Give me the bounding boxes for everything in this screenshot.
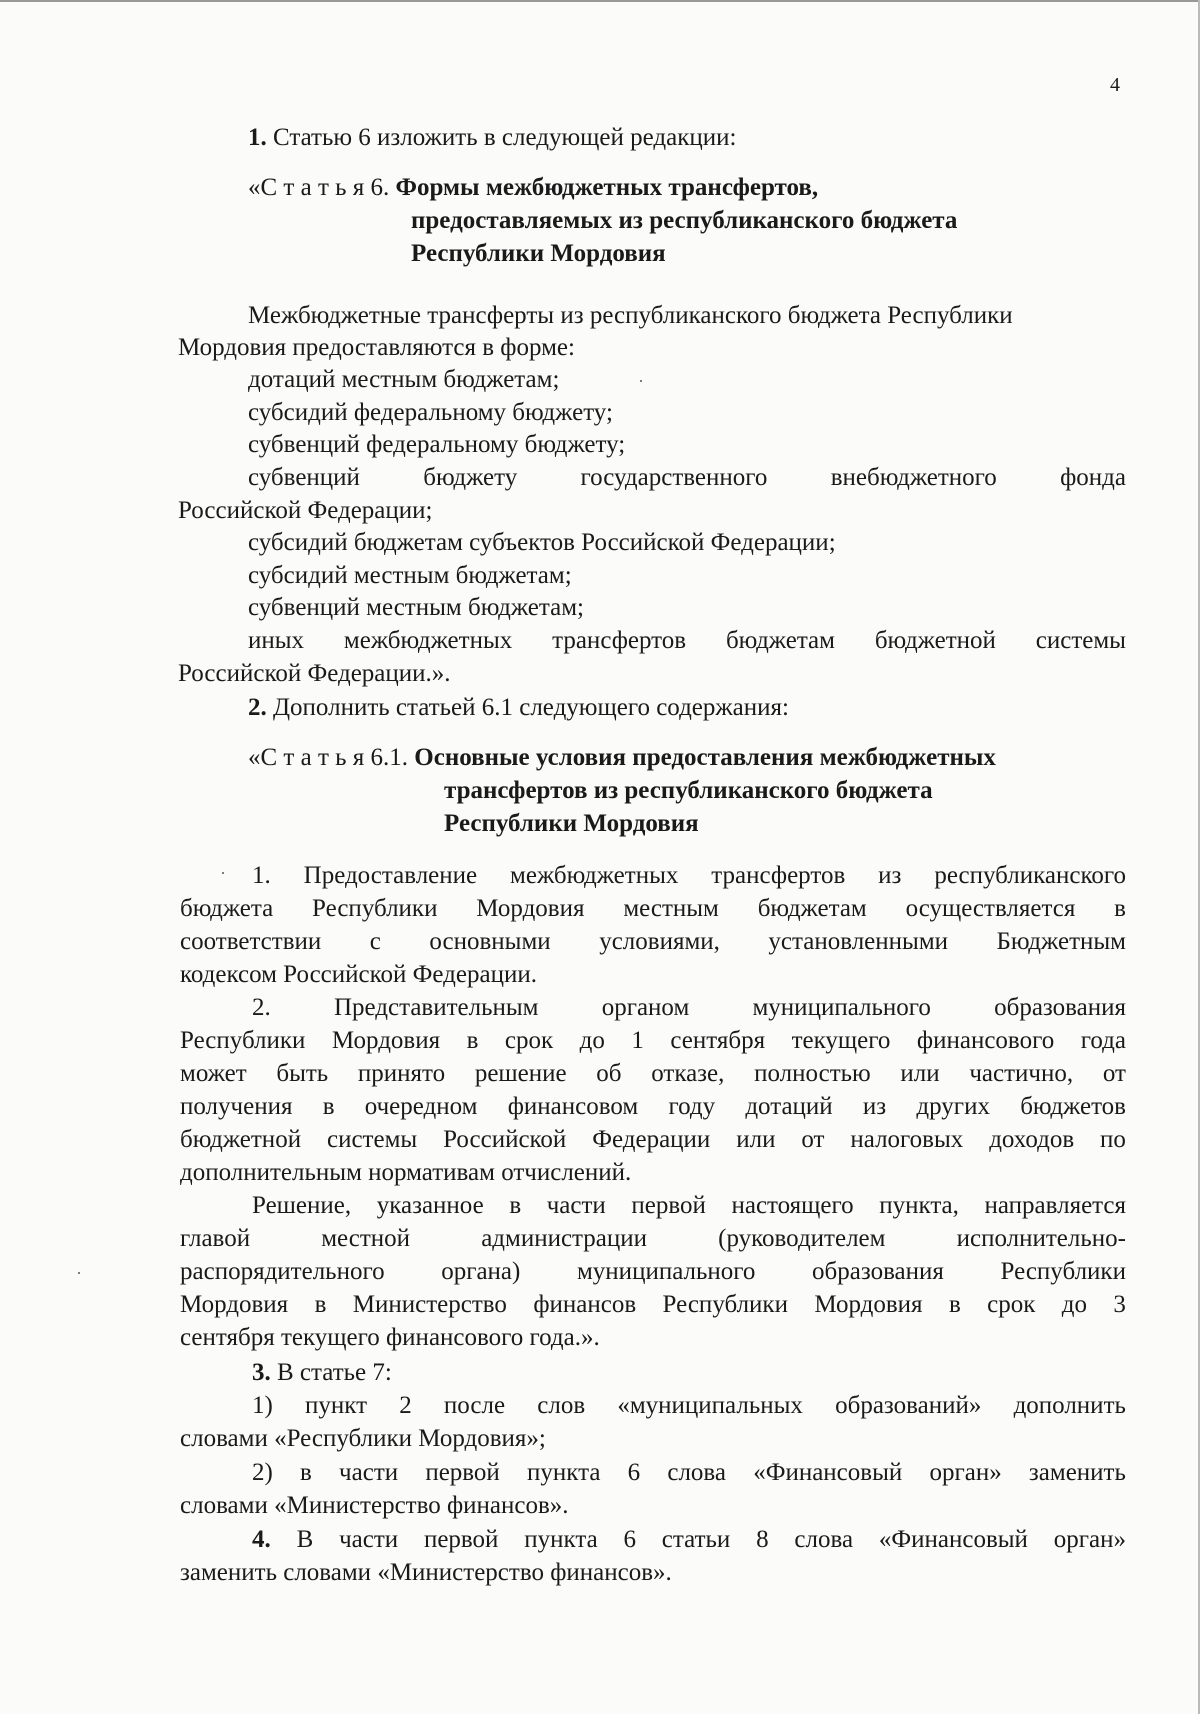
word: администрации: [481, 1225, 648, 1252]
word: года: [1080, 1027, 1126, 1054]
word: основными: [429, 928, 551, 955]
paragraph-line: [180, 1025, 1126, 1057]
word: Республики: [662, 1291, 788, 1318]
word: в: [509, 1192, 522, 1219]
paragraph-line: [252, 1190, 1126, 1222]
word: настоящего: [731, 1192, 854, 1219]
word: об: [596, 1060, 622, 1087]
word: (руководителем: [718, 1225, 886, 1252]
word: Бюджетным: [996, 928, 1126, 955]
word: пункта: [524, 1526, 598, 1553]
word: орган»: [929, 1459, 1002, 1486]
paragraph-line: словами «Республики Мордовия»;: [180, 1425, 546, 1452]
word: Мордовия: [476, 895, 585, 922]
word: направляется: [984, 1192, 1126, 1219]
word: трансфертов: [552, 627, 687, 654]
list-item: субсидий бюджетам субъектов Российской Федерации;: [248, 529, 836, 556]
word: дотаций: [745, 1093, 833, 1120]
article-title-line: Республики Мордовия: [444, 810, 699, 837]
article-title: Основные условия предоставления межбюджетных: [414, 744, 996, 771]
paragraph-line: [252, 860, 1126, 892]
word: указанное: [376, 1192, 484, 1219]
amendment-text: Статью 6 изложить в следующей редакции:: [266, 124, 737, 151]
word: Мордовия: [180, 1291, 289, 1318]
word: 6: [627, 1459, 641, 1486]
word: 6: [623, 1526, 636, 1553]
word: в: [300, 1459, 312, 1486]
amendment-number: 4.: [252, 1526, 271, 1553]
word: Республики: [180, 1027, 306, 1054]
word: пункт: [305, 1392, 368, 1419]
amendment-text: Дополнить статьей 6.1 следующего содержания:: [266, 694, 789, 721]
word: году: [668, 1093, 716, 1120]
word: быть: [276, 1060, 329, 1087]
word: до: [579, 1027, 605, 1054]
word: других: [916, 1093, 990, 1120]
paragraph-line: [252, 1457, 1126, 1489]
word: установленными: [768, 928, 949, 955]
word: 8: [756, 1526, 769, 1553]
list-item: субвенций федеральному бюджету;: [248, 431, 626, 458]
word: Российской: [443, 1126, 567, 1153]
paragraph-line: Межбюджетные трансферты из республиканского бюджета Республики: [248, 302, 1013, 329]
word: срок: [504, 1027, 554, 1054]
word: бюджетов: [1020, 1093, 1126, 1120]
word: «муниципальных: [617, 1392, 803, 1419]
word: бюджетам: [757, 895, 867, 922]
word: местным: [623, 895, 719, 922]
word: из: [878, 862, 902, 889]
list-item: дотаций местным бюджетам;: [248, 366, 560, 393]
word: республиканского: [934, 862, 1126, 889]
word: первой: [423, 1526, 499, 1553]
word: межбюджетных: [343, 627, 513, 654]
amendment-4: [252, 1524, 1126, 1556]
paragraph-line: сентября текущего финансового года.».: [180, 1324, 600, 1351]
word: иных: [248, 627, 305, 654]
word: «Финансовый: [753, 1459, 903, 1486]
word: принято: [357, 1060, 446, 1087]
paragraph-line: [180, 1289, 1126, 1321]
word: бюджетной: [874, 627, 996, 654]
word: Предоставление: [303, 862, 478, 889]
word: системы: [326, 1126, 418, 1153]
amendment-1: [248, 122, 736, 154]
word: частично,: [969, 1060, 1074, 1087]
word: образования: [994, 994, 1126, 1021]
list-item-continuation: Российской Федерации.».: [178, 660, 451, 687]
word: В: [296, 1526, 314, 1553]
word: главой: [180, 1225, 251, 1252]
word: слов: [537, 1392, 586, 1419]
word: сентября: [670, 1027, 766, 1054]
list-item: [248, 625, 1126, 657]
article-6-1-heading: [248, 742, 996, 774]
list-item-continuation: Российской Федерации;: [178, 497, 433, 524]
word: трансфертов: [711, 862, 846, 889]
word: заменить: [1028, 1459, 1126, 1486]
page-number: 4: [1110, 74, 1120, 96]
paragraph-line: [180, 1223, 1126, 1255]
word: слова: [667, 1459, 726, 1486]
word: с: [369, 928, 381, 955]
word: органа): [441, 1258, 521, 1285]
word: Федерации: [592, 1126, 711, 1153]
word: Мордовия: [814, 1291, 923, 1318]
word: или: [900, 1060, 940, 1087]
paragraph-line: [180, 1058, 1126, 1090]
word: 1): [252, 1392, 273, 1419]
article-title-line: трансфертов из республиканского бюджета: [444, 777, 933, 804]
word: финансового: [916, 1027, 1055, 1054]
paragraph-line: [180, 893, 1126, 925]
word: субвенций: [248, 464, 360, 491]
word: соответствии: [180, 928, 322, 955]
amendment-number: 2.: [248, 694, 267, 721]
word: государственного: [580, 464, 768, 491]
word: части: [339, 1459, 399, 1486]
word: Республики: [1000, 1258, 1126, 1285]
word: системы: [1035, 627, 1126, 654]
word: фонда: [1060, 464, 1126, 491]
word: органом: [601, 994, 690, 1021]
word: 2.: [252, 994, 271, 1021]
paragraph-line: [180, 926, 1126, 958]
paragraph-line: [180, 1256, 1126, 1288]
word: части: [339, 1526, 399, 1553]
article-prefix: «С т а т ь я 6.1.: [248, 744, 415, 771]
word: бюджета: [180, 895, 274, 922]
word: дополнить: [1013, 1392, 1126, 1419]
word: срок: [987, 1291, 1036, 1318]
word: может: [180, 1060, 247, 1087]
article-title-line: предоставляемых из республиканского бюджета: [411, 207, 958, 234]
word: Республики: [312, 895, 438, 922]
word: Мордовия: [331, 1027, 441, 1054]
list-item: субсидий местным бюджетам;: [248, 562, 572, 589]
article-prefix: «С т а т ь я 6.: [248, 174, 396, 201]
word: Представительным: [333, 994, 539, 1021]
paragraph-line: кодексом Российской Федерации.: [180, 961, 537, 988]
word: текущего: [791, 1027, 891, 1054]
amendment-number: 1.: [248, 124, 267, 151]
word: очередном: [364, 1093, 478, 1120]
word: в: [948, 1291, 961, 1318]
word: налоговых: [850, 1126, 964, 1153]
paragraph-line: [252, 992, 1126, 1024]
paragraph-line: [180, 1091, 1126, 1123]
word: условиями,: [599, 928, 720, 955]
word: образований»: [835, 1392, 982, 1419]
word: пункта,: [879, 1192, 959, 1219]
scan-speck: [640, 380, 642, 382]
word: от: [801, 1126, 825, 1153]
list-item: субвенций местным бюджетам;: [248, 594, 584, 621]
word: бюджетам: [725, 627, 835, 654]
amendment-3: [252, 1357, 392, 1389]
word: внебюджетного: [830, 464, 997, 491]
word: муниципального: [752, 994, 931, 1021]
word: первой: [631, 1192, 706, 1219]
amendment-text: В статье 7:: [270, 1359, 392, 1386]
word: местной: [321, 1225, 411, 1252]
word: решение: [474, 1060, 567, 1087]
word: получения: [180, 1093, 293, 1120]
word: по: [1100, 1126, 1126, 1153]
article-6-heading: [248, 172, 818, 204]
word: Решение,: [252, 1192, 352, 1219]
amendment-2: [248, 692, 789, 724]
paragraph-line: Мордовия предоставляются в форме:: [178, 334, 575, 361]
word: или: [736, 1126, 776, 1153]
word: полностью: [754, 1060, 871, 1087]
word: бюджетной: [180, 1126, 302, 1153]
scan-speck: [78, 1272, 80, 1274]
word: осуществляется: [905, 895, 1076, 922]
word: исполнительно-: [956, 1225, 1126, 1252]
word: бюджету: [423, 464, 518, 491]
paragraph-line: дополнительным нормативам отчислений.: [180, 1159, 632, 1186]
word: орган»: [1053, 1526, 1126, 1553]
article-title-line: Республики Мордовия: [411, 240, 666, 267]
word: распорядительного: [180, 1258, 385, 1285]
scan-edge: [0, 0, 1200, 2]
word: финансовом: [507, 1093, 639, 1120]
article-title: Формы межбюджетных трансфертов,: [395, 174, 819, 201]
word: от: [1102, 1060, 1126, 1087]
word: финансов: [533, 1291, 637, 1318]
word: Министерство: [352, 1291, 507, 1318]
word: в: [322, 1093, 335, 1120]
word: муниципального: [576, 1258, 756, 1285]
amendment-number: 3.: [252, 1359, 271, 1386]
word: из: [862, 1093, 887, 1120]
word: 1.: [252, 862, 271, 889]
word: после: [443, 1392, 506, 1419]
word: пункта: [527, 1459, 601, 1486]
word: межбюджетных: [510, 862, 679, 889]
word: доходов: [989, 1126, 1075, 1153]
paragraph-line: [252, 1390, 1126, 1422]
word: в: [314, 1291, 327, 1318]
word: части: [546, 1192, 606, 1219]
list-item: [248, 462, 1126, 494]
list-item: субсидий федеральному бюджету;: [248, 399, 613, 426]
word: 2): [252, 1459, 273, 1486]
paragraph-line: [180, 1124, 1126, 1156]
scan-speck: [222, 872, 224, 874]
word: до: [1061, 1291, 1088, 1318]
word: «Финансовый: [878, 1526, 1028, 1553]
word: 3: [1113, 1291, 1126, 1318]
word: 2: [399, 1392, 412, 1419]
word: отказе,: [651, 1060, 725, 1087]
word: статьи: [661, 1526, 731, 1553]
paragraph-line: словами «Министерство финансов».: [180, 1492, 569, 1519]
word: образования: [812, 1258, 944, 1285]
word: 1: [631, 1027, 644, 1054]
word: слова: [794, 1526, 854, 1553]
word: первой: [425, 1459, 500, 1486]
word: в: [466, 1027, 479, 1054]
word: в: [1114, 895, 1126, 922]
paragraph-line: заменить словами «Министерство финансов».: [180, 1559, 672, 1586]
